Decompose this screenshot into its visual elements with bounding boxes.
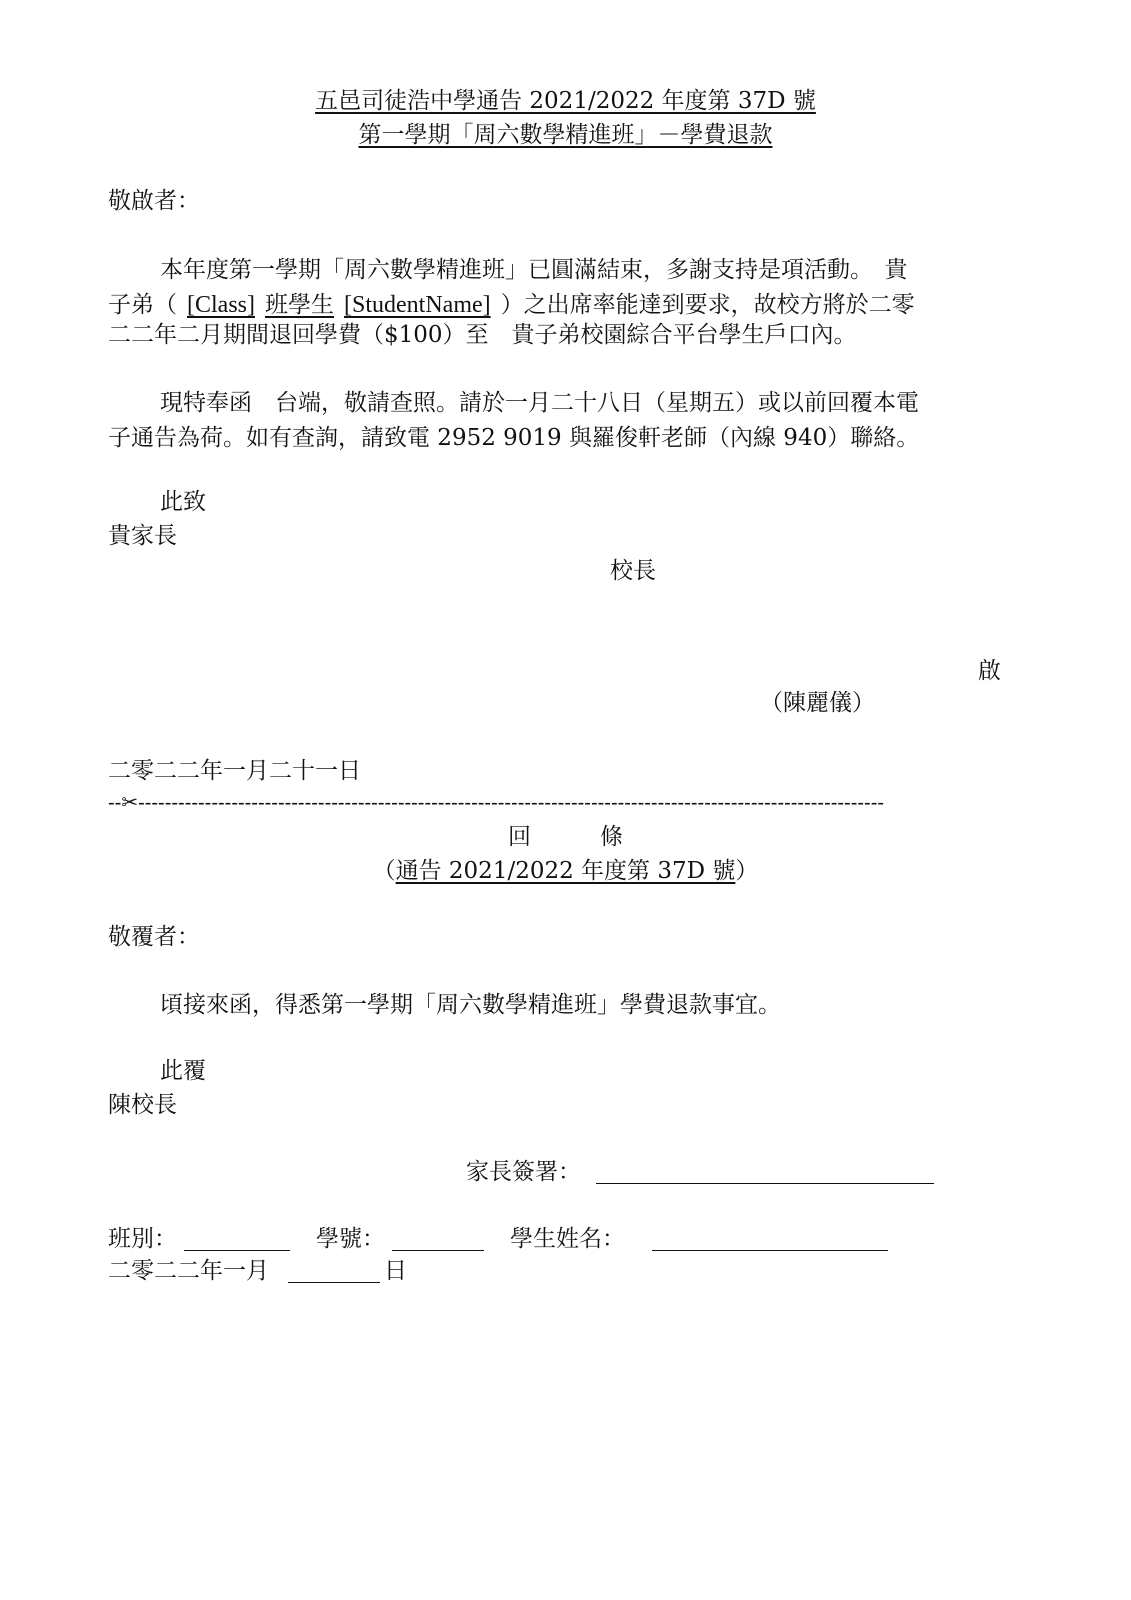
p1-line2-pre: 子弟（	[108, 292, 177, 318]
principal-title: 校長	[610, 558, 656, 584]
notice-subtitle: 第一學期「周六數學精進班」－學費退款	[358, 122, 773, 148]
student-name-label: 學生姓名：	[510, 1226, 625, 1252]
principal-name: （陳麗儀）	[760, 690, 875, 716]
reply-date-prefix: 二零二二年一月	[108, 1258, 269, 1284]
parent-signature-label: 家長簽署：	[466, 1159, 581, 1185]
reply-addressee: 陳校長	[108, 1092, 177, 1118]
addressee: 貴家長	[108, 523, 177, 549]
cut-line: --✂----------------------------------------------------------------------------------------------------------------	[108, 792, 885, 814]
paragraph2-line1: 現特奉函 台端，敬請查照。請於一月二十八日（星期五）或以前回覆本電	[160, 390, 919, 416]
closing-phrase: 此致	[160, 489, 206, 515]
parent-signature-field[interactable]	[596, 1183, 934, 1184]
student-name-placeholder: [StudentName]	[344, 292, 491, 318]
p1-line2-mid: 班學生	[265, 292, 334, 318]
paragraph2-line2: 子通告為荷。如有查詢，請致電 2952 9019 與羅俊軒老師（內線 940）聯絡。	[108, 425, 920, 451]
reply-body: 頃接來函，得悉第一學期「周六數學精進班」學費退款事宜。	[160, 992, 781, 1018]
class-label: 班別：	[108, 1226, 177, 1252]
salutation: 敬啟者：	[108, 188, 200, 214]
reference-close-paren: ）	[735, 858, 759, 884]
reply-slip-reference	[0, 856, 1131, 886]
sign-off: 啟	[978, 658, 1001, 684]
notice-title: 五邑司徒浩中學通告 2021/2022 年度第 37D 號	[315, 88, 816, 114]
reply-salutation: 敬覆者：	[108, 924, 200, 950]
student-number-label: 學號：	[316, 1226, 385, 1252]
reply-date-suffix: 日	[384, 1258, 407, 1284]
reply-closing: 此覆	[160, 1058, 206, 1084]
class-placeholder: [Class]	[187, 292, 255, 318]
reference-open-paren: （	[372, 858, 396, 884]
paragraph1-line1: 本年度第一學期「周六數學精進班」已圓滿結束，多謝支持是項活動。 貴	[160, 257, 908, 283]
p1-line2-post: ）之出席率能達到要求，故校方將於二零	[500, 292, 915, 318]
paragraph1-line3: 二二年二月期間退回學費（$100）至 貴子弟校園綜合平台學生戶口內。	[108, 322, 857, 348]
reference-text: 通告 2021/2022 年度第 37D 號	[395, 858, 736, 884]
student-name-field[interactable]	[652, 1250, 888, 1251]
paragraph1-line2	[108, 290, 915, 320]
student-number-field[interactable]	[392, 1250, 484, 1251]
reply-slip-title: 回 條	[508, 824, 623, 850]
reply-day-field[interactable]	[288, 1282, 380, 1283]
notice-date: 二零二二年一月二十一日	[108, 758, 361, 784]
class-field[interactable]	[184, 1250, 290, 1251]
